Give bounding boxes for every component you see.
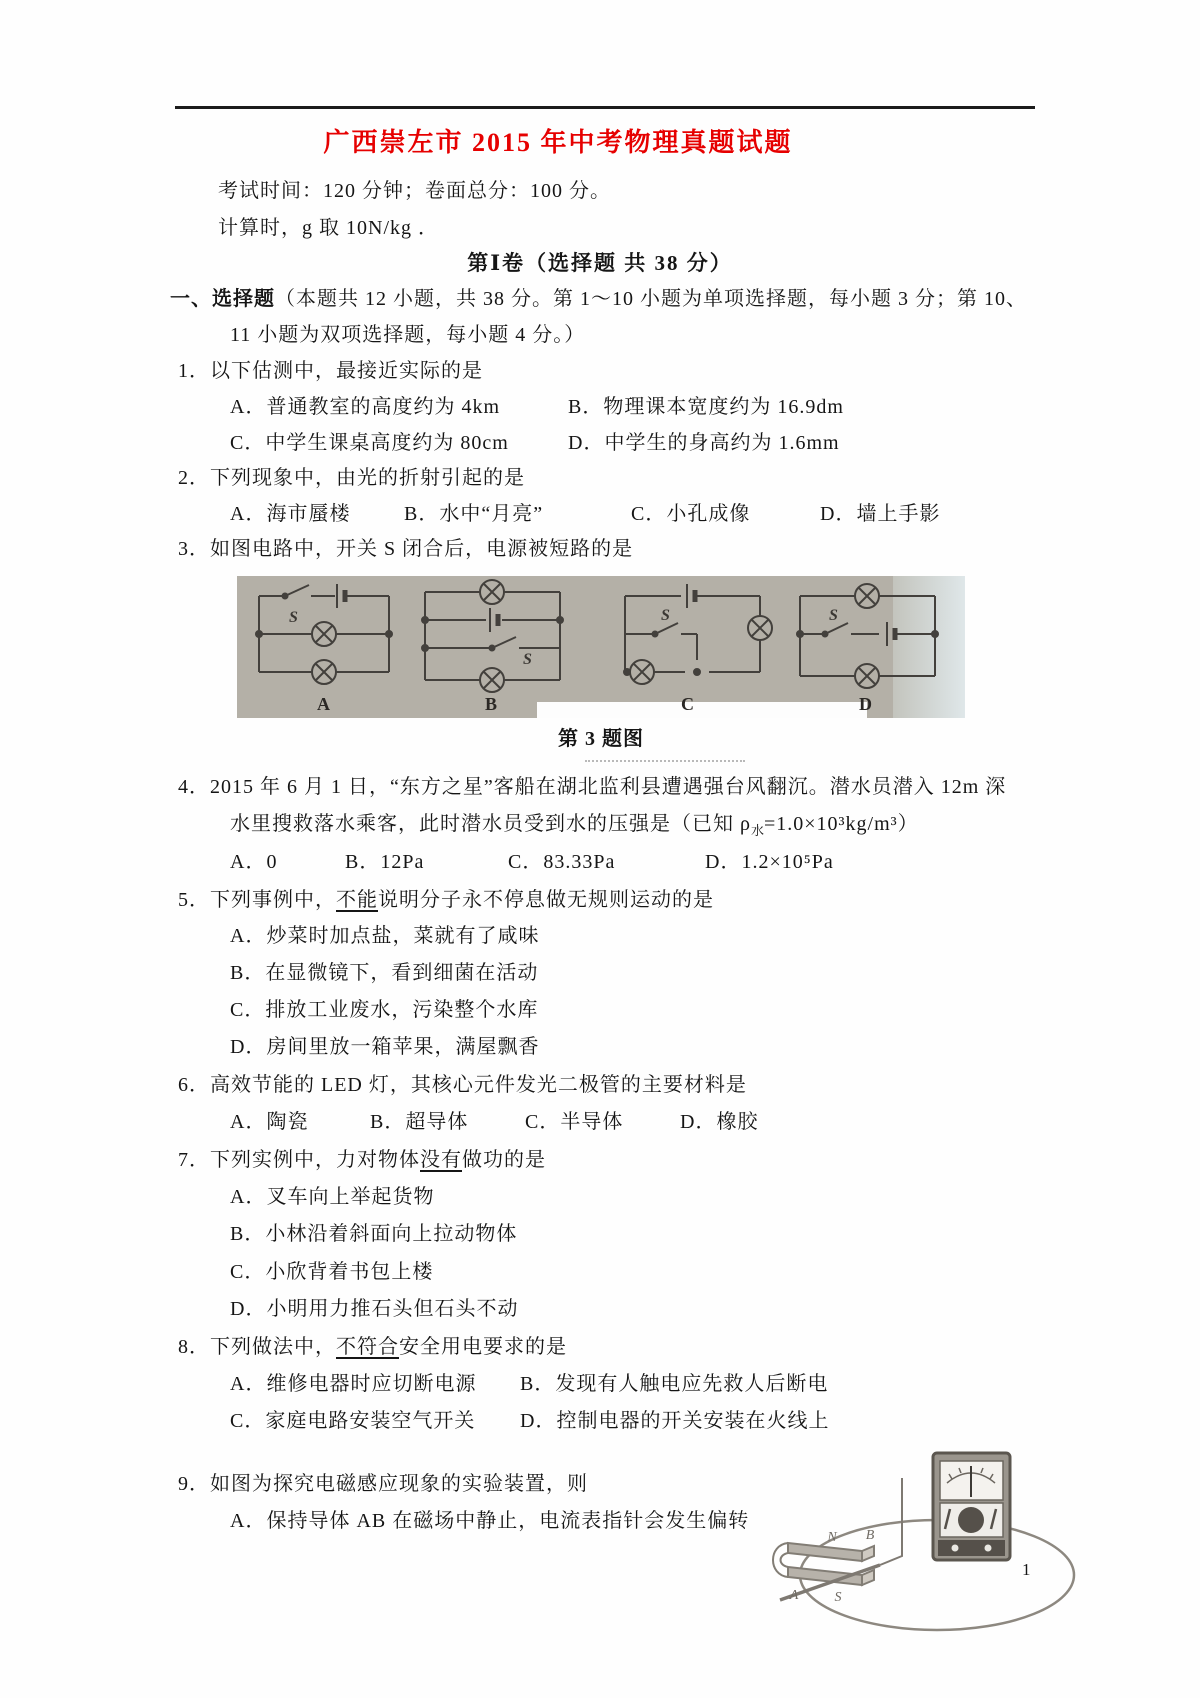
horseshoe-magnet (773, 1543, 874, 1585)
q5-stem-pre: 5．下列事例中， (178, 889, 336, 911)
q8-stem-post: 安全用电要求的是 (399, 1336, 567, 1358)
q4-option-c: C．83.33Pa (508, 851, 616, 873)
intro-label: 一、选择题 (170, 288, 275, 310)
q9-option-a: A．保持导体 AB 在磁场中静止，电流表指针会发生偏转 (230, 1510, 750, 1532)
intro-line1 (170, 284, 1027, 314)
q4-water-subscript: 水 (750, 823, 764, 838)
q7-option-d: D．小明用力推石头但石头不动 (230, 1298, 519, 1320)
q2-option-a: A．海市蜃楼 (230, 503, 351, 525)
q7-stem-pre: 7．下列实例中，力对物体 (178, 1149, 420, 1171)
q1-option-d: D．中学生的身高约为 1.6mm (568, 432, 840, 454)
switch-s-label-b: S (523, 651, 532, 668)
q8-option-d: D．控制电器的开关安装在火线上 (520, 1410, 830, 1432)
q4-line2-pre: 水里搜救落水乘客，此时潜水员受到水的压强是（已知 ρ (230, 813, 751, 835)
exam-info-time: 考试时间：120 分钟；卷面总分：100 分。 (218, 180, 611, 202)
circuit-figure (237, 576, 965, 718)
q5-option-d: D．房间里放一箱苹果，满屋飘香 (230, 1036, 540, 1058)
page-title: 广西崇左市 2015 年中考物理真题试题 (323, 128, 793, 157)
intro-line1-rest: （本题共 12 小题，共 38 分。第 1～10 小题为单项选择题，每小题 3 分；第 10、 (275, 288, 1027, 310)
q4-stem-line1: 4．2015 年 6 月 1 日，“东方之星”客船在湖北监利县遭遇强台风翻沉。潜水员潜入 12m 深 (178, 776, 1007, 798)
q1-stem: 1．以下估测中，最接近实际的是 (178, 360, 483, 382)
circuit-a-label: A (317, 694, 330, 714)
q4-option-b: B．12Pa (345, 851, 425, 873)
intro-line2: 11 小题为双项选择题，每小题 4 分。） (230, 324, 586, 346)
q5-stem-underlined: 不能 (336, 889, 378, 911)
induction-apparatus-figure (750, 1435, 1090, 1650)
q4-option-d: D．1.2×10⁵Pa (705, 851, 834, 873)
q5-stem-post: 说明分子永不停息做无规则运动的是 (378, 889, 714, 911)
q9-stem: 9．如图为探究电磁感应现象的实验装置，则 (178, 1473, 588, 1495)
section-heading: 第Ⅰ卷（选择题 共 38 分） (467, 251, 733, 275)
switch-s-label-a: S (289, 609, 298, 626)
circuit-b-label: B (485, 694, 498, 714)
q6-option-b: B．超导体 (370, 1111, 469, 1133)
q6-option-d: D．橡胶 (680, 1111, 759, 1133)
q7-stem (178, 1145, 546, 1175)
magnet-n-pole-label: N (827, 1530, 837, 1545)
rod-b-end-label: B (865, 1528, 875, 1543)
magnet-s-pole-label: S (834, 1590, 842, 1605)
q5-option-c: C．排放工业废水，污染整个水库 (230, 999, 539, 1021)
q1-option-b: B．物理课本宽度约为 16.9dm (568, 396, 844, 418)
q5-option-a: A．炒菜时加点盐，菜就有了咸味 (230, 925, 540, 947)
figure3-caption: 第 3 题图 (558, 728, 644, 750)
q1-option-a: A．普通教室的高度约为 4km (230, 396, 500, 418)
q4-stem-line2 (230, 809, 919, 846)
exam-info-gravity: 计算时，g 取 10N/kg ． (218, 217, 439, 239)
q3-stem: 3．如图电路中，开关 S 闭合后，电源被短路的是 (178, 538, 634, 560)
rod-a-end-label: A (789, 1588, 799, 1603)
q8-option-c: C．家庭电路安装空气开关 (230, 1410, 476, 1432)
galvanometer-icon (933, 1453, 1010, 1560)
q4-line2-post: =1.0×10³kg/m³） (764, 813, 919, 835)
switch-s-label-d: S (829, 607, 838, 624)
q5-stem (178, 885, 714, 915)
q5-option-b: B．在显微镜下，看到细菌在活动 (230, 962, 539, 984)
q8-stem-pre: 8．下列做法中， (178, 1336, 336, 1358)
q2-stem: 2．下列现象中，由光的折射引起的是 (178, 467, 525, 489)
top-rule (175, 106, 1035, 109)
q7-option-a: A．叉车向上举起货物 (230, 1186, 435, 1208)
q7-stem-underlined: 没有 (420, 1149, 462, 1171)
q2-option-b: B．水中“月亮” (404, 503, 544, 525)
q6-stem: 6．高效节能的 LED 灯，其核心元件发光二极管的主要材料是 (178, 1074, 747, 1096)
q6-option-c: C．半导体 (525, 1111, 624, 1133)
q8-option-b: B．发现有人触电应先救人后断电 (520, 1373, 829, 1395)
q2-option-d: D．墙上手影 (820, 503, 941, 525)
q7-stem-post: 做功的是 (462, 1149, 546, 1171)
circuit-d-label: D (859, 694, 872, 714)
q6-option-a: A．陶瓷 (230, 1111, 309, 1133)
q7-option-b: B．小林沿着斜面向上拉动物体 (230, 1223, 518, 1245)
induction-apparatus-drawing (750, 1435, 1090, 1650)
q4-option-a: A．0 (230, 851, 278, 873)
q8-stem-underlined: 不符合 (336, 1336, 399, 1358)
q2-option-c: C．小孔成像 (631, 503, 751, 525)
circuit-c-label: C (681, 694, 694, 714)
page-number: 1 (1022, 1560, 1031, 1579)
q8-option-a: A．维修电器时应切断电源 (230, 1373, 477, 1395)
q8-stem (178, 1332, 567, 1362)
switch-s-label-c: S (661, 607, 670, 624)
scan-dotted-artifact (585, 752, 745, 762)
circuit-diagrams (237, 576, 965, 718)
q1-option-c: C．中学生课桌高度约为 80cm (230, 432, 509, 454)
q7-option-c: C．小欣背着书包上楼 (230, 1261, 434, 1283)
